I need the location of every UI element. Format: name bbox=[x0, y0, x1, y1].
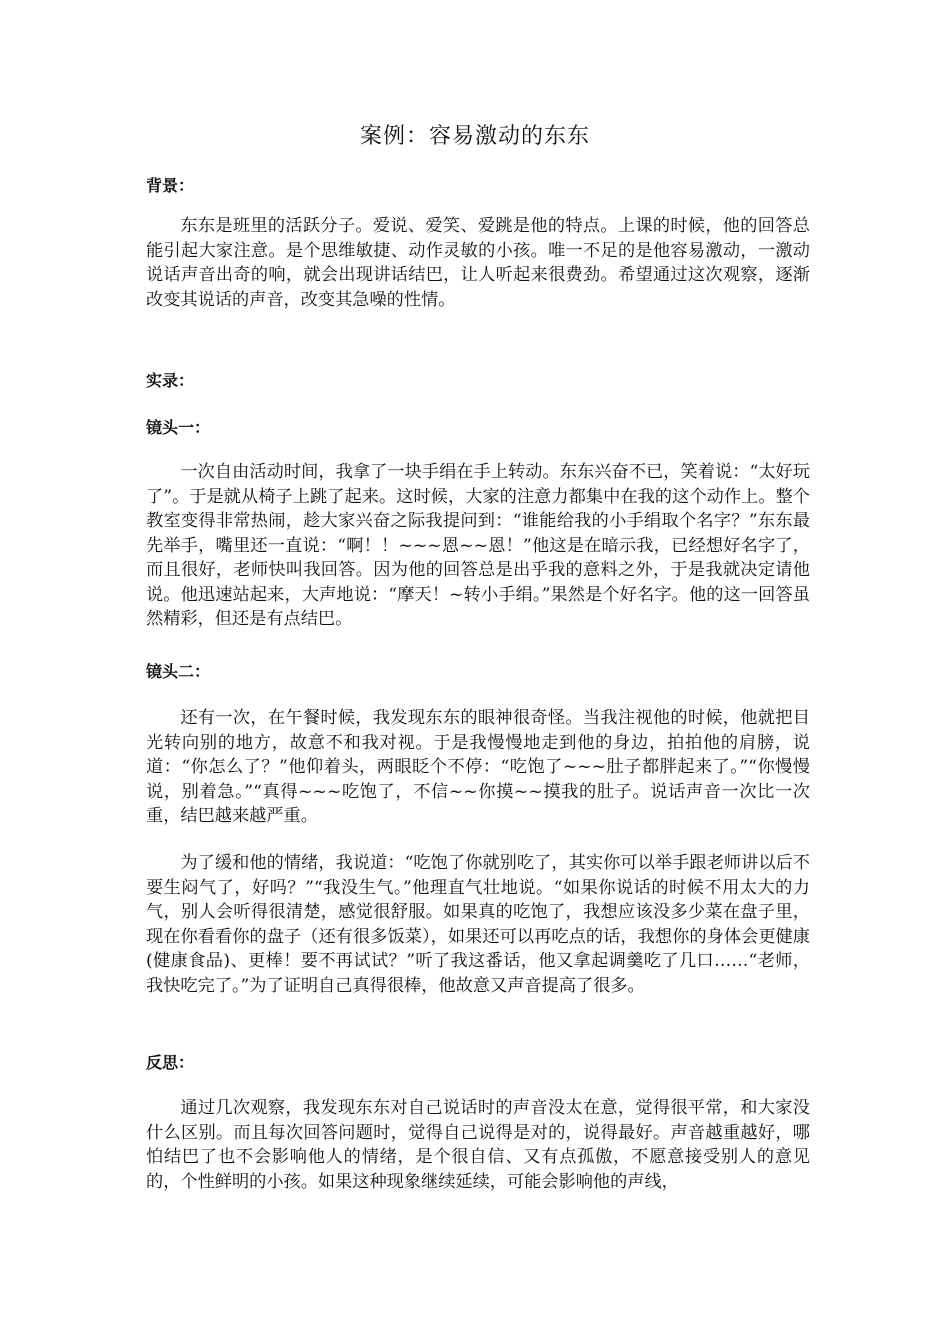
background-heading: 背景： bbox=[146, 176, 195, 195]
shot2-paragraph-2: 为了缓和他的情绪，我说道：“吃饱了你就别吃了，其实你可以举手跟老师讲以后不要生闷气了，好吗？”“我没生气。”他理直气壮地说。“如果你说话的时候不用太大的力气，别人会听得很清楚，感觉很舒服。如果真的吃饱了，我想应该没多少菜在盘子里，现在你看看你的盘子（还有很多饭菜），如果还可以再吃点的话，我想你的身体会更健康(健康食品)、更棒！要不再试试？”听了我这番话，他又拿起调羹吃了几口……“老师，我快吃完了。”为了证明自己真得很棒，他故意又声音提高了很多。 bbox=[146, 853, 810, 996]
background-paragraph: 东东是班里的活跃分子。爱说、爱笑、爱跳是他的特点。上课的时候，他的回答总能引起大家注意。是个思维敏捷、动作灵敏的小孩。唯一不足的是他容易激动，一激动说话声音出奇的响，就会出现讲话结巴，让人听起来很费劲。希望通过这次观察，逐渐改变其说话的声音，改变其急噪的性情。 bbox=[146, 216, 810, 310]
document-title: 案例：容易激动的东东 bbox=[359, 124, 590, 149]
shot1-paragraph: 一次自由活动时间，我拿了一块手绢在手上转动。东东兴奋不已，笑着说：“太好玩了”。于是就从椅子上跳了起来。这时候，大家的注意力都集中在我的这个动作上。整个教室变得非常热闹，趁大家兴奋之际我提问到：“谁能给我的小手绢取个名字？”东东最先举手，嘴里还一直说：“啊！！~~~恩~~恩！”他这是在暗示我，已经想好名字了，而且很好，老师快叫我回答。因为他的回答总是出乎我的意料之外，于是我就决定请他说。他迅速站起来，大声地说：“摩天！~转小手绢。”果然是个好名字。他的这一回答虽然精彩，但还是有点结巴。 bbox=[146, 462, 810, 629]
shot2-paragraph-1: 还有一次，在午餐时候，我发现东东的眼神很奇怪。当我注视他的时候，他就把目光转向别的地方，故意不和我对视。于是我慢慢地走到他的身边，拍拍他的肩膀，说道：“你怎么了？”他仰着头，两眼眨个不停：“吃饱了~~~肚子都胖起来了。”“你慢慢说，别着急。”“真得~~~吃饱了，不信~~你摸~~摸我的肚子。说话声音一次比一次重，结巴越来越严重。 bbox=[146, 708, 810, 826]
shot2-heading: 镜头二： bbox=[146, 662, 211, 681]
reflection-heading: 反思： bbox=[146, 1053, 195, 1072]
record-heading: 实录： bbox=[146, 371, 195, 390]
reflection-paragraph: 通过几次观察，我发现东东对自己说话时的声音没太在意，觉得很平常，和大家没什么区别。而且每次回答问题时，觉得自己说得是对的，说得最好。声音越重越好，哪怕结巴了也不会影响他人的情绪，是个很自信、又有点孤傲，不愿意接受别人的意见的，个性鲜明的小孩。如果这种现象继续延续，可能会影响他的声线， bbox=[146, 1098, 810, 1192]
shot1-heading: 镜头一： bbox=[146, 418, 211, 437]
